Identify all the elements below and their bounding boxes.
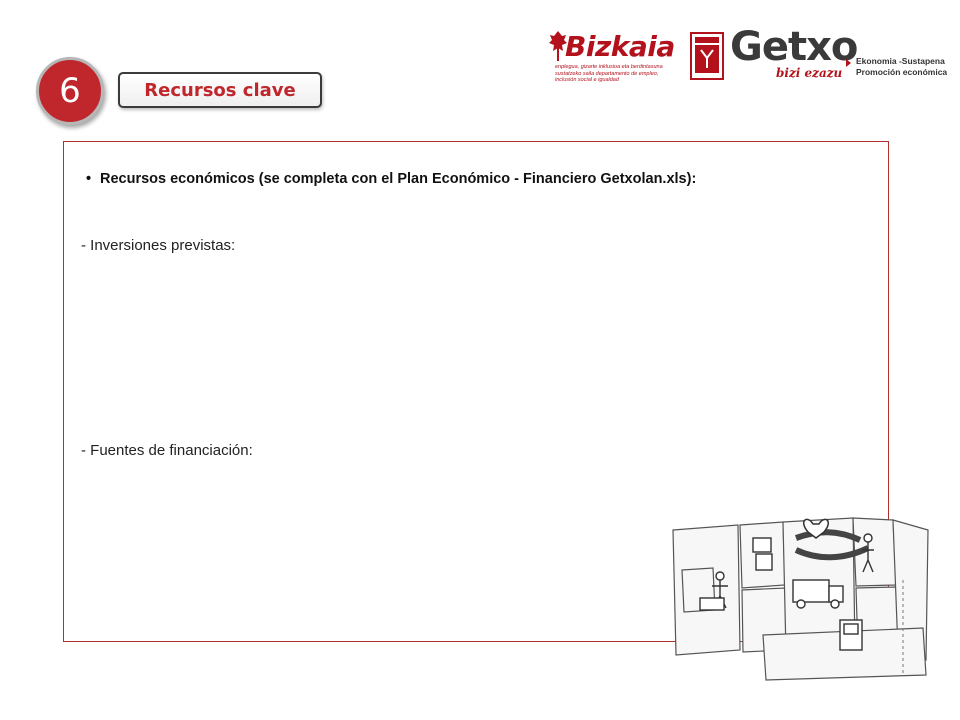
getxo-department-line1: Ekonomia -Sustapena: [856, 56, 945, 66]
funding-sources-label: - Fuentes de financiación:: [81, 442, 253, 459]
economic-resources-bullet: [86, 171, 696, 187]
investments-label: - Inversiones previstas:: [81, 237, 236, 254]
getxo-department-line2: Promoción económica: [856, 67, 948, 77]
getxo-coat-of-arms-icon: [690, 32, 724, 80]
economic-resources-text: Recursos económicos (se completa con el Plan Económico - Financiero Getxolan.xls):: [100, 171, 697, 187]
business-model-canvas-illustration: [668, 510, 930, 682]
bizkaia-logo: [545, 26, 675, 94]
getxo-logo: [690, 24, 948, 86]
bizkaia-department-text: enplegua, gizarte inklusioa eta berdintasuna sustatzeko saila departamento de empleo, inclusión social e igualdad: [555, 64, 663, 83]
bullet-icon: •: [86, 171, 92, 187]
getxo-slogan: bizi ezazu: [776, 66, 843, 80]
section-title: Recursos clave: [118, 72, 322, 108]
step-number-badge: 6: [36, 57, 104, 125]
arrow-right-icon: [846, 59, 851, 67]
getxo-wordmark: Getxo: [730, 24, 858, 70]
bizkaia-wordmark: Bizkaia: [565, 30, 675, 63]
